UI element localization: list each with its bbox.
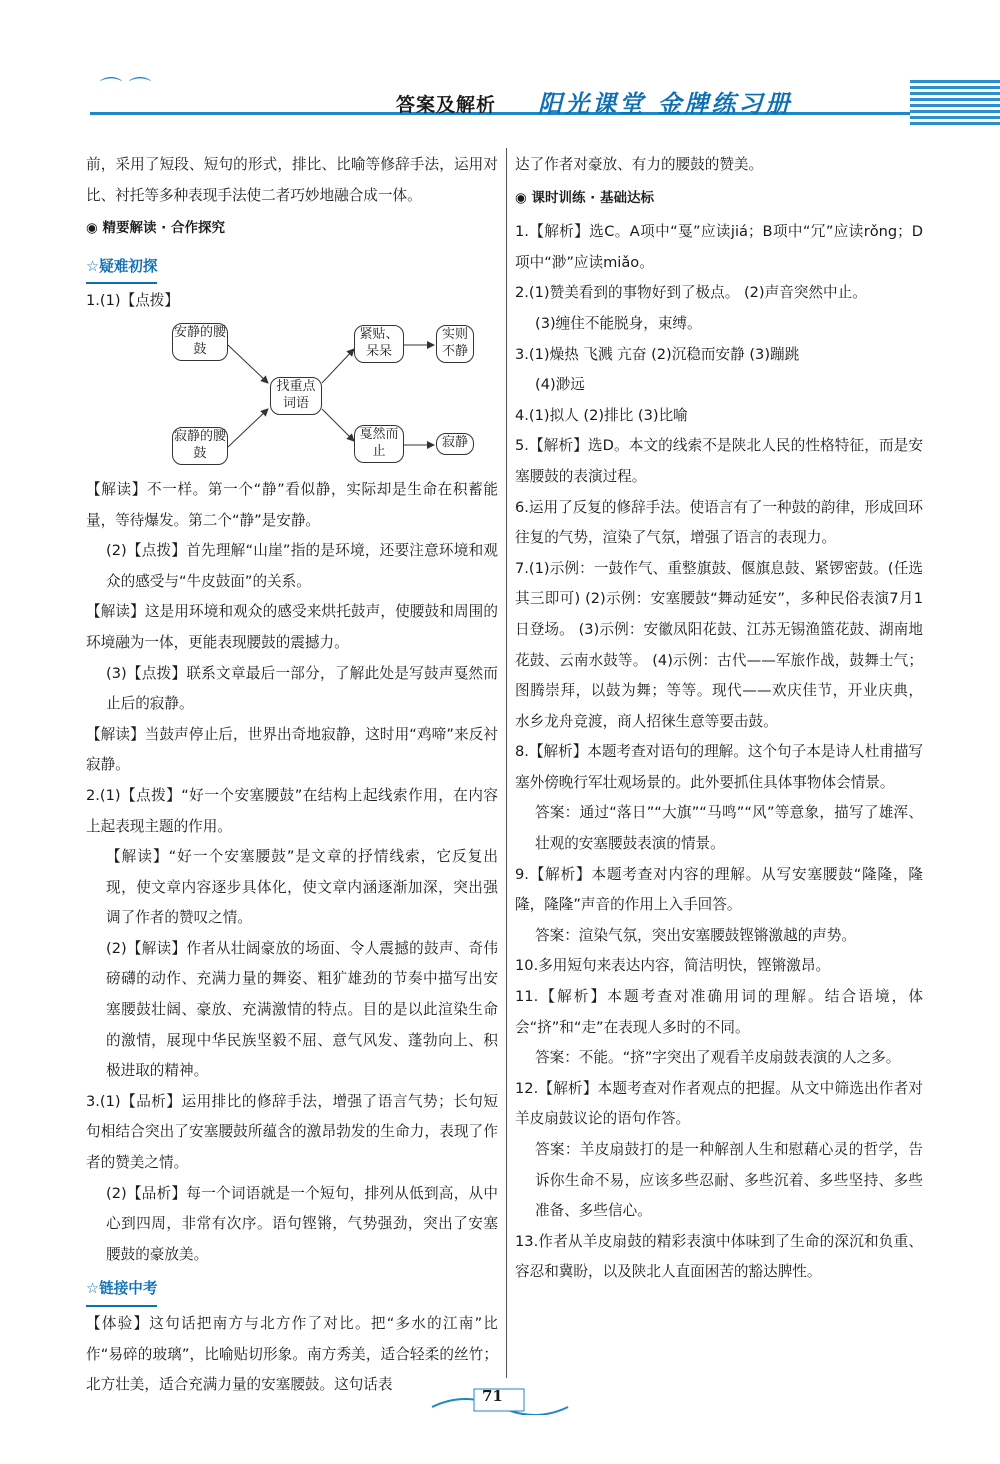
exercise-item: 1.【解析】选C。A项中“戛”应读jiá；B项中“冗”应读rǒng；D项中“渺”应读miǎo。 <box>515 223 923 271</box>
exercise-item: 8.【解析】本题考查对语句的理解。这个句子本是诗人杜甫描写塞外傍晚行军壮观场景的。此外要抓住具体事物体会情景。 <box>515 743 923 791</box>
section-bullet-icon: ◉ <box>86 220 103 237</box>
section-heading-reading: ◉ 精要解读 · 合作探究 <box>86 220 226 237</box>
answer-paragraph: 【解读】“好一个安塞腰鼓”是文章的抒情线索，它反复出现，使文章内容逐步具体化，使文章内涵逐渐加深，突出强调了作者的赞叹之情。 <box>106 848 498 927</box>
keyword-diagram <box>172 321 472 471</box>
star-icon: ☆ <box>86 257 100 275</box>
diagram-box-silent-drum: 寂静的腰鼓 <box>172 427 228 465</box>
exercise-item: 11.【解析】本题考查对准确用词的理解。结合语境，体会“挤”和“走”在表现人多时的不同。 <box>515 988 923 1036</box>
answer-paragraph: 【解读】当鼓声停止后，世界出奇地寂静，这时用“鸡啼”来反衬寂静。 <box>86 725 498 774</box>
star-icon: ☆ <box>86 1280 100 1298</box>
exercise-item: 12.【解析】本题考查对作者观点的把握。从文中筛选出作者对羊皮扇鼓议论的语句作答。 <box>515 1079 923 1128</box>
page-header <box>0 0 1000 140</box>
exercise-item: (4)渺远 <box>535 376 585 394</box>
diagram-box-abrupt-stop: 戛然而止 <box>354 425 404 463</box>
diagram-box-stuck: 紧贴、呆呆 <box>354 325 404 363</box>
exercise-item: 6.运用了反复的修辞手法。使语言有了一种鼓的韵律，形成回环往复的气势，渲染了气氛，增强了语言的表现力。 <box>515 498 923 547</box>
diagram-box-quiet-drum: 安静的腰鼓 <box>172 323 228 361</box>
answer-paragraph: 3.(1)【品析】运用排比的修辞手法，增强了语言气势；长句短句相结合突出了安塞腰鼓所蕴含的激昂勃发的生命力，表现了作者的赞美之情。 <box>86 1092 498 1172</box>
answer-paragraph: 2.(1)【点拨】“好一个安塞腰鼓”在结构上起线索作用，在内容上起表现主题的作用。 <box>86 786 498 835</box>
header-stripes <box>910 80 1000 125</box>
subheading-exam-link: ☆链接中考 <box>86 1274 157 1307</box>
answer-paragraph: (2)【点拨】首先理解“山崖”指的是环境，还要注意环境和观众的感受与“牛皮鼓面”的关系。 <box>106 542 498 590</box>
exercise-item: 9.【解析】本题考查对内容的理解。从写安塞腰鼓“隆隆，隆隆，隆隆”声音的作用上入手回答。 <box>515 865 923 914</box>
answer-paragraph: 【解读】不一样。第一个“静”看似静，实际却是生命在积蓄能量，等待爆发。第二个“静”是安静。 <box>86 480 498 529</box>
exercise-answer: 答案：渲染气氛，突出安塞腰鼓铿锵激越的声势。 <box>535 926 857 944</box>
exercise-item: 3.(1)燥热 飞溅 亢奋 (2)沉稳而安静 (3)蹦跳 <box>515 345 800 363</box>
section-heading-training: ◉ 课时训练 · 基础达标 <box>515 189 655 206</box>
exercise-item: (3)缠住不能脱身，束缚。 <box>535 314 702 332</box>
experience-paragraph: 【体验】这句话把南方与北方作了对比。把“多水的江南”比作“易碎的玻璃”，比喻贴切形象。南方秀美，适合轻柔的丝竹；北方壮美，适合充满力量的安塞腰鼓。这句话表 <box>86 1315 498 1394</box>
exercise-item: 7.(1)示例：一鼓作气、重整旗鼓、偃旗息鼓、紧锣密鼓。(任选其三即可) (2)示例：安塞腰鼓“舞动延安”，多种民俗表演7月1日登场。 (3)示例：安徽凤阳花鼓、江苏无锡渔篮花鼓、湖南地花鼓、云南水鼓等。 (4)示例：古代——军旅作战，鼓舞士气；图腾崇拜，以鼓为舞；等等。现代——欢庆佳节，开业庆典，水乡龙舟竞渡，商人招徕生意等要击鼓。 <box>515 559 923 730</box>
answer-paragraph: 【解读】这是用环境和观众的感受来烘托鼓声，使腰鼓和周围的环境融为一体，更能表现腰鼓的震撼力。 <box>86 603 498 651</box>
answer-paragraph: (3)【点拨】联系文章最后一部分，了解此处是写鼓声戛然而止后的寂静。 <box>106 664 498 713</box>
header-section-title: 答案及解析 <box>396 94 497 116</box>
q1-label: 1.(1)【点拨】 <box>86 292 179 310</box>
intro-paragraph: 前，采用了短段、短句的形式，排比、比喻等修辞手法，运用对比、衬托等多种表现手法使二者巧妙地融合成一体。 <box>86 156 498 204</box>
section-bullet-icon: ◉ <box>515 189 532 206</box>
diagram-box-keywords: 找重点词语 <box>270 377 322 415</box>
exercise-item: 13.作者从羊皮扇鼓的精彩表演中体味到了生命的深沉和负重、容忍和冀盼，以及陕北人直面困苦的豁达脾性。 <box>515 1232 923 1281</box>
exercise-item: 4.(1)拟人 (2)排比 (3)比喻 <box>515 406 688 424</box>
right-column <box>515 150 923 1288</box>
exercise-answer: 答案：通过“落日”“大旗”“马鸣”“风”等意象，描写了雄浑、壮观的安塞腰鼓表演的情景。 <box>535 804 923 853</box>
header-brand: 阳光课堂 金牌练习册 <box>538 89 793 118</box>
exercise-item: 5.【解析】选D。本文的线索不是陕北人民的性格特征，而是安塞腰鼓的表演过程。 <box>515 437 923 485</box>
exercise-item: 2.(1)赞美看到的事物好到了极点。 (2)声音突然中止。 <box>515 284 867 302</box>
exercise-answer: 答案：不能。“挤”字突出了观看羊皮扇鼓表演的人之多。 <box>535 1049 901 1067</box>
exercise-answer: 答案：羊皮扇鼓打的是一种解剖人生和慰藉心灵的哲学，告诉你生命不易，应该多些忍耐、多些沉着、多些坚持、多些准备、多些信心。 <box>535 1141 923 1220</box>
page-number: 71 <box>482 1387 503 1405</box>
subheading-initial-inquiry: ☆疑难初探 <box>86 252 157 285</box>
answer-paragraph: (2)【品析】每一个词语就是一个短句，排列从低到高，从中心到四周，非常有次序。语句铿锵，气势强劲，突出了安塞腰鼓的豪放美。 <box>106 1184 498 1263</box>
continued-paragraph: 达了作者对豪放、有力的腰鼓的赞美。 <box>515 156 764 173</box>
diagram-box-not-quiet: 实则不静 <box>436 325 474 363</box>
left-column <box>86 150 498 1401</box>
column-divider <box>506 148 507 1378</box>
birds-decoration-icon: ⌒ ⌒ <box>100 77 151 102</box>
page-footer <box>430 1385 570 1415</box>
answer-paragraph: (2)【解读】作者从壮阔豪放的场面、令人震撼的鼓声、奇伟磅礴的动作、充满力量的舞姿、粗犷雄劲的节奏中描写出安塞腰鼓壮阔、豪放、充满激情的特点。目的是以此渲染生命的激情，展现中华民族坚毅不屈、意气风发、蓬勃向上、积极进取的精神。 <box>106 939 498 1080</box>
exercise-item: 10.多用短句来表达内容，简洁明快，铿锵激昂。 <box>515 957 831 975</box>
diagram-box-silence: 寂静 <box>436 433 474 455</box>
